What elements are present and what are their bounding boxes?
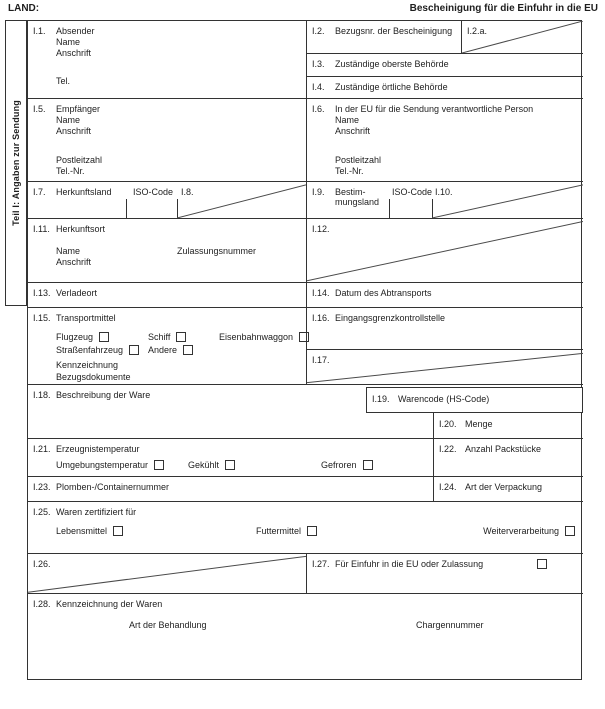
cell-i7-herkunftsland (28, 181, 306, 218)
cell-i17 (306, 349, 583, 384)
checkbox-andere[interactable] (183, 345, 193, 355)
part-i-sidebar (5, 20, 27, 306)
field-subline: Name (56, 37, 81, 47)
field-number: I.16. (312, 313, 330, 323)
checkbox-gekuehlt[interactable] (225, 460, 235, 470)
cell-i6-verantwortliche-person (306, 98, 583, 181)
field-number: I.2. (312, 26, 325, 36)
field-label: Herkunftsland (56, 187, 112, 197)
field-label: Herkunftsort (56, 224, 106, 234)
field-subline: Postleitzahl (56, 155, 103, 165)
cell-i3-oberste-behoerde (306, 53, 583, 76)
field-number: I.2.a. (467, 26, 488, 36)
cell-i1-absender (28, 21, 306, 98)
checkbox-label: Lebensmittel (56, 526, 108, 536)
checkbox-lebensmittel[interactable] (113, 526, 123, 536)
cell-i26 (28, 553, 306, 593)
diagonal-line (307, 219, 583, 282)
field-subline: Bezugsdokumente (56, 372, 131, 382)
field-label: Waren zertifiziert für (56, 507, 137, 517)
diagonal-line (28, 554, 306, 593)
field-number: I.18. (33, 390, 51, 400)
field-number: I.26. (33, 559, 51, 569)
field-number: I.9. (312, 187, 325, 197)
diagonal-line (432, 182, 583, 218)
checkbox-label: Gekühlt (188, 460, 220, 470)
page-title: Bescheinigung für die Einfuhr in die EU (409, 3, 598, 14)
part-i-label: Teil I: Angaben zur Sendung (11, 100, 21, 226)
column-tick (126, 199, 127, 218)
field-subline: Name (335, 115, 360, 125)
field-subline: Name (56, 115, 81, 125)
field-subline: Tel.-Nr. (56, 166, 85, 176)
cell-i19-warencode (366, 387, 583, 413)
cell-i5-empfaenger (28, 98, 306, 181)
field-number: I.21. (33, 444, 51, 454)
checkbox-futtermittel[interactable] (307, 526, 317, 536)
iso-code-label: ISO-Code (133, 187, 174, 197)
cell-i28-kennzeichnung-waren (28, 593, 583, 681)
diagonal-line (307, 350, 583, 384)
field-subline: Kennzeichnung (56, 360, 119, 370)
cell-i14-datum-abtransport (306, 282, 583, 307)
field-number: I.3. (312, 59, 325, 69)
field-number: I.17. (312, 355, 330, 365)
checkbox-label: Flugzeug (56, 332, 94, 342)
checkbox-label: Weiterverarbeitung (483, 526, 559, 536)
treatment-type-label: Art der Behandlung (129, 620, 207, 630)
field-label: Beschreibung der Ware (56, 390, 151, 400)
field-label: Menge (465, 419, 493, 429)
cell-i2a (461, 21, 583, 53)
iso-code-label: ISO-Code (392, 187, 433, 197)
checkbox-umgebungstemperatur[interactable] (154, 460, 164, 470)
field-label: Verladeort (56, 288, 98, 298)
approval-number-label: Zulassungsnummer (177, 246, 257, 256)
field-label: Absender (56, 26, 95, 36)
cell-i11-herkunftsort (28, 218, 306, 282)
checkbox-label: Umgebungstemperatur (56, 460, 149, 470)
field-label: mungsland (335, 197, 380, 207)
field-number: I.11. (33, 224, 50, 234)
checkbox-label: Schiff (148, 332, 171, 342)
field-label: Eingangsgrenzkontrollstelle (335, 313, 446, 323)
field-subline: Anschrift (56, 257, 92, 267)
cell-i24-art-der-verpackung (433, 476, 583, 501)
cell-i20-menge (433, 413, 583, 438)
field-number: I.19. (372, 394, 390, 404)
checkbox-strassenfahrzeug[interactable] (129, 345, 139, 355)
field-number: I.4. (312, 82, 325, 92)
field-number: I.13. (33, 288, 51, 298)
column-tick (389, 199, 390, 218)
cell-i13-verladeort (28, 282, 306, 307)
field-label: Bestim- (335, 187, 366, 197)
field-label: Empfänger (56, 104, 101, 114)
field-label: Warencode (HS-Code) (398, 394, 490, 404)
field-number: I.1. (33, 26, 46, 36)
cell-i4-oertliche-behoerde (306, 76, 583, 98)
field-label: Bezugsnr. der Bescheinigung (335, 26, 453, 36)
field-subline: Tel. (56, 76, 71, 86)
field-label: Zuständige oberste Behörde (335, 59, 449, 69)
field-label: Plomben-/Containernummer (56, 482, 170, 492)
cell-i16-grenzkontrollstelle (306, 307, 583, 349)
field-label: Transportmittel (56, 313, 116, 323)
country-label: LAND: (8, 3, 40, 14)
field-number: I.8. (181, 187, 194, 197)
checkbox-weiterverarbeitung[interactable] (565, 526, 575, 536)
checkbox-label: Eisenbahnwaggon (219, 332, 294, 342)
field-number: I.10. (435, 187, 453, 197)
cell-i21-erzeugnistemperatur (28, 438, 433, 476)
field-subline: Anschrift (56, 126, 92, 136)
field-label: Zuständige örtliche Behörde (335, 82, 448, 92)
checkbox-einfuhr-zulassung[interactable] (537, 559, 547, 569)
field-number: I.27. (312, 559, 330, 569)
field-number: I.6. (312, 104, 325, 114)
field-label: In der EU für die Sendung verantwortliche Person (335, 104, 534, 114)
field-number: I.23. (33, 482, 51, 492)
field-number: I.24. (439, 482, 457, 492)
checkbox-label: Gefroren (321, 460, 357, 470)
field-number: I.20. (439, 419, 457, 429)
checkbox-gefroren[interactable] (363, 460, 373, 470)
field-label: Art der Verpackung (465, 482, 543, 492)
field-label: Datum des Abtransports (335, 288, 432, 298)
diagonal-line (462, 21, 583, 53)
field-subline: Postleitzahl (335, 155, 382, 165)
cell-i2-bezugsnr (306, 21, 461, 53)
field-label: Anzahl Packstücke (465, 444, 542, 454)
field-number: I.25. (33, 507, 51, 517)
field-number: I.14. (312, 288, 330, 298)
field-label: Erzeugnistemperatur (56, 444, 140, 454)
field-number: I.15. (33, 313, 51, 323)
field-subline: Anschrift (335, 126, 371, 136)
cell-i12 (306, 218, 583, 282)
checkbox-label: Straßenfahrzeug (56, 345, 124, 355)
form-body (27, 20, 582, 680)
field-number: I.22. (439, 444, 457, 454)
batch-number-label: Chargennummer (416, 620, 484, 630)
cell-i23-plomben-containernummer (28, 476, 433, 501)
field-subline: Anschrift (56, 48, 92, 58)
checkbox-label: Futtermittel (256, 526, 302, 536)
field-subline: Tel.-Nr. (335, 166, 364, 176)
field-subline: Name (56, 246, 81, 256)
field-number: I.5. (33, 104, 46, 114)
field-number: I.7. (33, 187, 46, 197)
field-label: Kennzeichnung der Waren (56, 599, 163, 609)
checkbox-label: Andere (148, 345, 178, 355)
cell-i25-waren-zertifiziert (28, 501, 583, 553)
cell-i27-einfuhr-zulassung (306, 553, 583, 593)
cell-i22-anzahl-packstuecke (433, 438, 583, 476)
checkbox-schiff[interactable] (176, 332, 186, 342)
field-label: Für Einfuhr in die EU oder Zulassung (335, 559, 484, 569)
checkbox-flugzeug[interactable] (99, 332, 109, 342)
diagonal-line (177, 182, 306, 218)
cell-i15-transportmittel (28, 307, 306, 384)
field-number: I.28. (33, 599, 51, 609)
field-number: I.12. (312, 224, 330, 234)
cell-i9-bestimmungsland (306, 181, 583, 218)
